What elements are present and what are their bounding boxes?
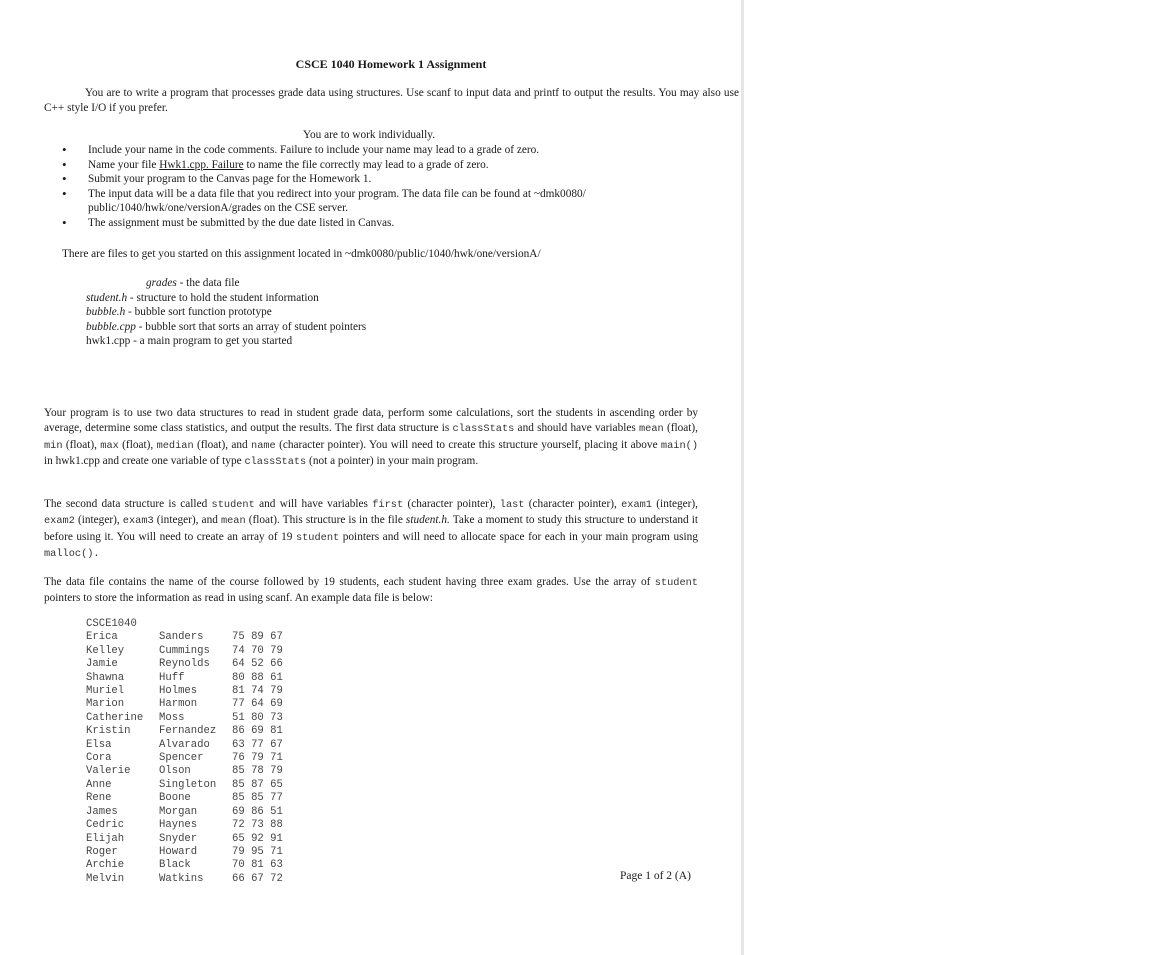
table-row xyxy=(86,698,283,711)
table-row xyxy=(86,672,283,685)
student-last-name: Olson xyxy=(159,765,191,778)
files-intro: There are files to get you started on this assignment located in ~dmk0080/public/1040/hwk/one/versionA/ xyxy=(62,248,541,260)
list-item: grades - the data file xyxy=(146,277,240,289)
student-last-name: Harmon xyxy=(159,698,198,711)
student-struct-paragraph: The second data structure is called student and will have variables first (character pointer), last (character pointer), exam1 (integer), exam2 (integer), exam3 (integer), and mean (float). This structure is in the file student.h. Take a moment to study this structure to understand it before using it. You will need to create an array of 19 student pointers and will need to allocate space for each in your main program using malloc(). xyxy=(44,498,699,561)
list-item: • The input data will be a data file that you redirect into your program. The data file can be found at ~dmk0080/ public/1040/hwk/one/versionA/grades on the CSE server. xyxy=(62,187,682,216)
student-first-name: Kelley xyxy=(86,644,125,657)
list-item: • Submit your program to the Canvas page for the Homework 1. xyxy=(62,172,682,187)
student-first-name: Jamie xyxy=(86,658,118,671)
table-row xyxy=(86,752,283,765)
student-exam-grades: 76 79 71 xyxy=(232,752,283,765)
viewer-background xyxy=(744,0,1152,955)
table-row xyxy=(86,806,283,819)
list-item: • The assignment must be submitted by the due date listed in Canvas. xyxy=(62,216,682,231)
student-last-name: Reynolds xyxy=(159,658,210,671)
student-exam-grades: 85 85 77 xyxy=(232,792,283,805)
student-first-name: Shawna xyxy=(86,671,125,684)
student-first-name: Catherine xyxy=(86,711,144,724)
student-exam-grades: 80 88 61 xyxy=(232,671,283,684)
student-last-name: Haynes xyxy=(159,819,198,832)
student-exam-grades: 77 64 69 xyxy=(232,698,283,711)
table-row xyxy=(86,846,283,859)
table-row xyxy=(86,792,283,805)
table-row xyxy=(86,873,283,886)
table-row xyxy=(86,725,283,738)
example-data-file xyxy=(86,618,283,886)
student-exam-grades: 85 78 79 xyxy=(232,765,283,778)
student-first-name: Muriel xyxy=(86,685,125,698)
student-last-name: Morgan xyxy=(159,805,198,818)
table-row xyxy=(86,658,283,671)
student-exam-grades: 64 52 66 xyxy=(232,658,283,671)
data-course-row xyxy=(86,618,283,631)
student-first-name: Roger xyxy=(86,845,118,858)
list-item: hwk1.cpp - a main program to get you started xyxy=(86,335,293,348)
student-last-name: Singleton xyxy=(159,778,217,791)
student-exam-grades: 66 67 72 xyxy=(232,872,283,885)
table-row xyxy=(86,645,283,658)
table-row xyxy=(86,859,283,872)
student-exam-grades: 65 92 91 xyxy=(232,832,283,845)
student-exam-grades: 86 69 81 xyxy=(232,725,283,738)
data-file-paragraph: The data file contains the name of the course followed by 19 students, each student having three exam grades. Use the array of student pointers to store the information as read in using scanf. An example data file is below: xyxy=(44,576,698,605)
student-last-name: Watkins xyxy=(159,872,204,885)
intro-paragraph xyxy=(44,86,739,117)
work-individually-line: You are to work individually. xyxy=(302,129,436,141)
student-first-name: Elsa xyxy=(86,738,112,751)
student-last-name: Sanders xyxy=(159,631,204,644)
table-row xyxy=(86,712,283,725)
student-first-name: Rene xyxy=(86,792,112,805)
student-first-name: James xyxy=(86,805,118,818)
student-first-name: Erica xyxy=(86,631,118,644)
student-first-name: Cedric xyxy=(86,819,125,832)
student-first-name: Marion xyxy=(86,698,125,711)
student-exam-grades: 74 70 79 xyxy=(232,644,283,657)
student-exam-grades: 75 89 67 xyxy=(232,631,283,644)
student-last-name: Spencer xyxy=(159,752,204,765)
list-item: student.h - structure to hold the student information xyxy=(86,291,319,304)
student-exam-grades: 63 77 67 xyxy=(232,738,283,751)
student-exam-grades: 85 87 65 xyxy=(232,778,283,791)
student-exam-grades: 79 95 71 xyxy=(232,845,283,858)
student-first-name: Melvin xyxy=(86,872,125,885)
requirements-list xyxy=(62,143,682,231)
student-exam-grades: 81 74 79 xyxy=(232,685,283,698)
student-first-name: Cora xyxy=(86,752,112,765)
list-item: bubble.h - bubble sort function prototype xyxy=(86,306,272,319)
starter-files-list xyxy=(86,276,366,349)
student-last-name: Holmes xyxy=(159,685,198,698)
list-item: • Name your file Hwk1.cpp. Failure to name the file correctly may lead to a grade of zero. xyxy=(62,158,682,173)
table-row xyxy=(86,765,283,778)
student-last-name: Black xyxy=(159,859,191,872)
table-row xyxy=(86,819,283,832)
student-last-name: Alvarado xyxy=(159,738,210,751)
table-row xyxy=(86,685,283,698)
student-first-name: Anne xyxy=(86,778,112,791)
student-last-name: Huff xyxy=(159,671,185,684)
table-row xyxy=(86,779,283,792)
classstats-paragraph: Your program is to use two data structures to read in student grade data, perform some calculations, sort the students in ascending order by average, determine some class statistics, and output the results. The first data structure is classStats and should have variables mean (float), min (float), max (float), median (float), and name (character pointer). You will need to create this structure yourself, placing it above main() in hwk1.cpp and create one variable of type classStats (not a pointer) in your main program. xyxy=(44,407,698,469)
list-item: • Include your name in the code comments. Failure to include your name may lead to a grade of zero. xyxy=(62,143,682,158)
filename-underlined: Hwk1.cpp. Failure xyxy=(159,158,244,171)
page-footer: Page 1 of 2 (A) xyxy=(620,870,691,882)
student-last-name: Moss xyxy=(159,711,185,724)
document-title: CSCE 1040 Homework 1 Assignment xyxy=(295,57,487,71)
student-exam-grades: 51 80 73 xyxy=(232,711,283,724)
student-last-name: Cummings xyxy=(159,644,210,657)
student-first-name: Elijah xyxy=(86,832,125,845)
table-row xyxy=(86,631,283,644)
table-row xyxy=(86,739,283,752)
student-first-name: Kristin xyxy=(86,725,131,738)
list-item: bubble.cpp - bubble sort that sorts an array of student pointers xyxy=(86,320,367,333)
student-first-name: Valerie xyxy=(86,765,131,778)
student-exam-grades: 72 73 88 xyxy=(232,819,283,832)
table-row xyxy=(86,833,283,846)
student-first-name: Archie xyxy=(86,859,125,872)
student-last-name: Fernandez xyxy=(159,725,217,738)
student-last-name: Boone xyxy=(159,792,191,805)
course-name: CSCE1040 xyxy=(86,618,137,630)
student-last-name: Howard xyxy=(159,845,198,858)
intro-text: You are to write a program that processes grade data using structures. Use scanf to input data and printf to output the results. You may also use C++ style I/O if you prefer. xyxy=(44,87,739,115)
student-exam-grades: 70 81 63 xyxy=(232,859,283,872)
student-exam-grades: 69 86 51 xyxy=(232,805,283,818)
student-last-name: Snyder xyxy=(159,832,198,845)
